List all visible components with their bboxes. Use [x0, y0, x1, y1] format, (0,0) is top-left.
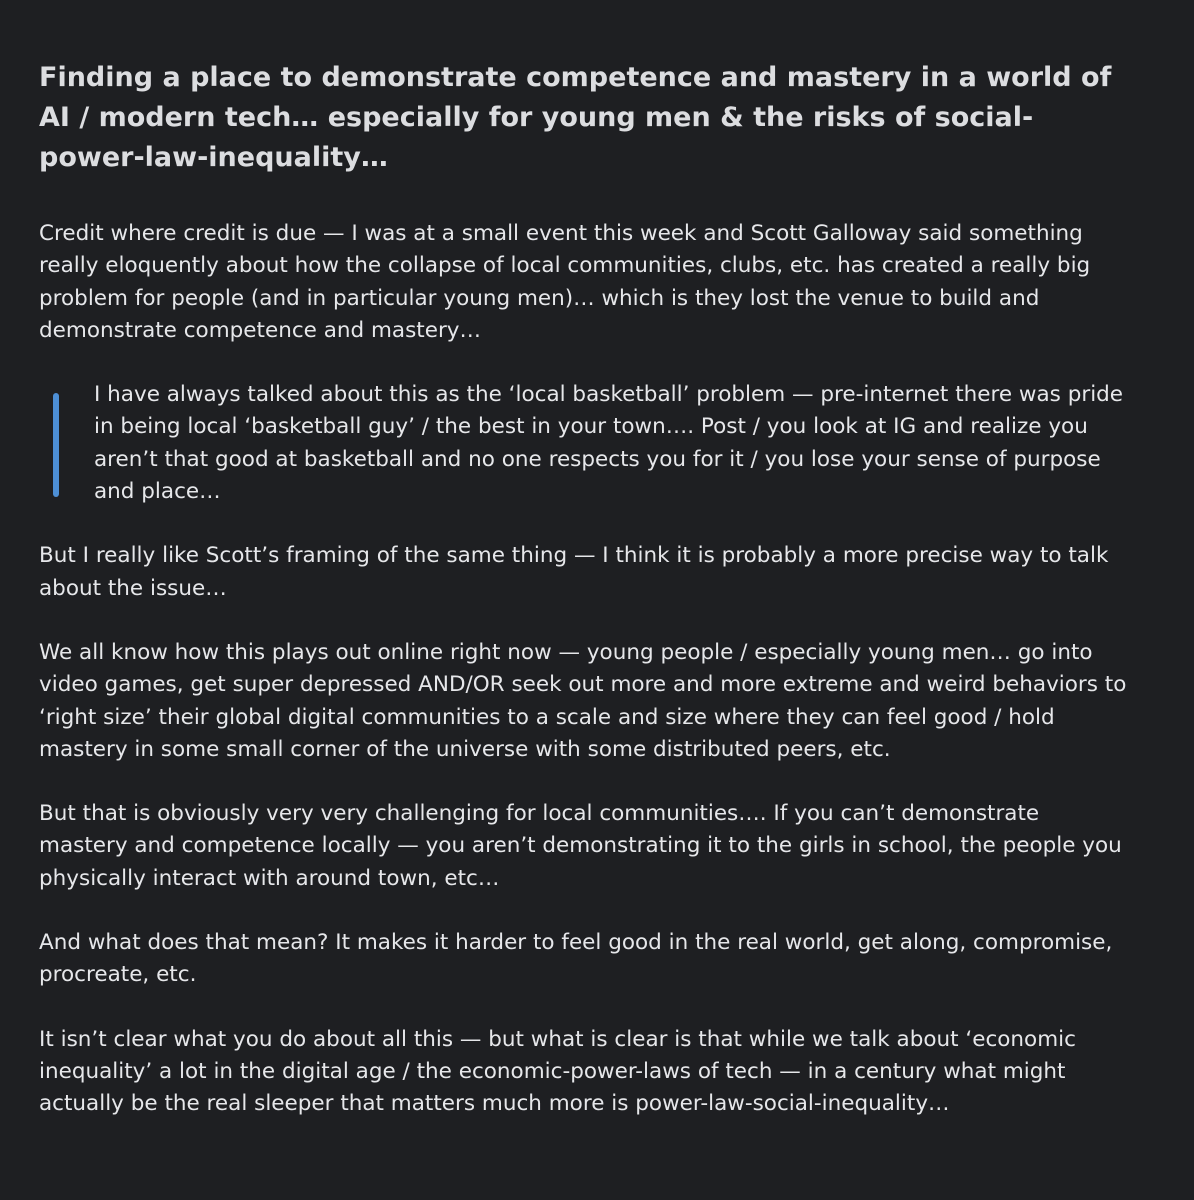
- blockquote-bar: [53, 393, 59, 497]
- paragraph-local-communities: But that is obviously very very challenging for local communities…. If you can’t demonstrate mastery and competence locally — you aren’t demonstrating it to the girls in school, the people you physically interact with around town, etc…: [39, 801, 1122, 891]
- paragraph-conclusion: It isn’t clear what you do about all this — but what is clear is that while we talk about ‘economic inequality’ a lot in the digital age / the economic-power-laws of tech — in a century what might actually be the real sleeper that matters much more is power-law-social-inequality…: [39, 1026, 1076, 1117]
- blockquote-text: I have always talked about this as the ‘local basketball’ problem — pre-internet there was pride in being local ‘basketball guy’ / the best in your town…. Post / you look at IG and realize you aren’t that good at basketball and no one respects you for it / you lose your sense of purpose and place…: [94, 382, 1124, 505]
- paragraph-framing: But I really like Scott’s framing of the same thing — I think it is probably a more precise way to talk about the issue…: [39, 543, 1109, 601]
- blockquote: [53, 379, 1134, 508]
- paragraph-credit: Credit where credit is due — I was at a small event this week and Scott Galloway said something really eloquently about how the collapse of local communities, clubs, etc. has created a really big problem for people (and in particular young men)… which is they lost the venue to build and demonstrate competence and mastery…: [39, 221, 1091, 343]
- paragraph-meaning: And what does that mean? It makes it harder to feel good in the real world, get along, compromise, procreate, etc.: [39, 930, 1113, 988]
- paragraph-online: We all know how this plays out online right now — young people / especially young men… go into video games, get super depressed AND/OR seek out more and more extreme and weird behaviors to ‘right size’ their global digital communities to a scale and size where they can feel good / hold mastery in some small corner of the universe with some distributed peers, etc.: [39, 639, 1127, 762]
- document-title: Finding a place to demonstrate competence and mastery in a world of AI / modern tech… especially for young men & the risks of social-power-law-inequality…: [39, 62, 1112, 173]
